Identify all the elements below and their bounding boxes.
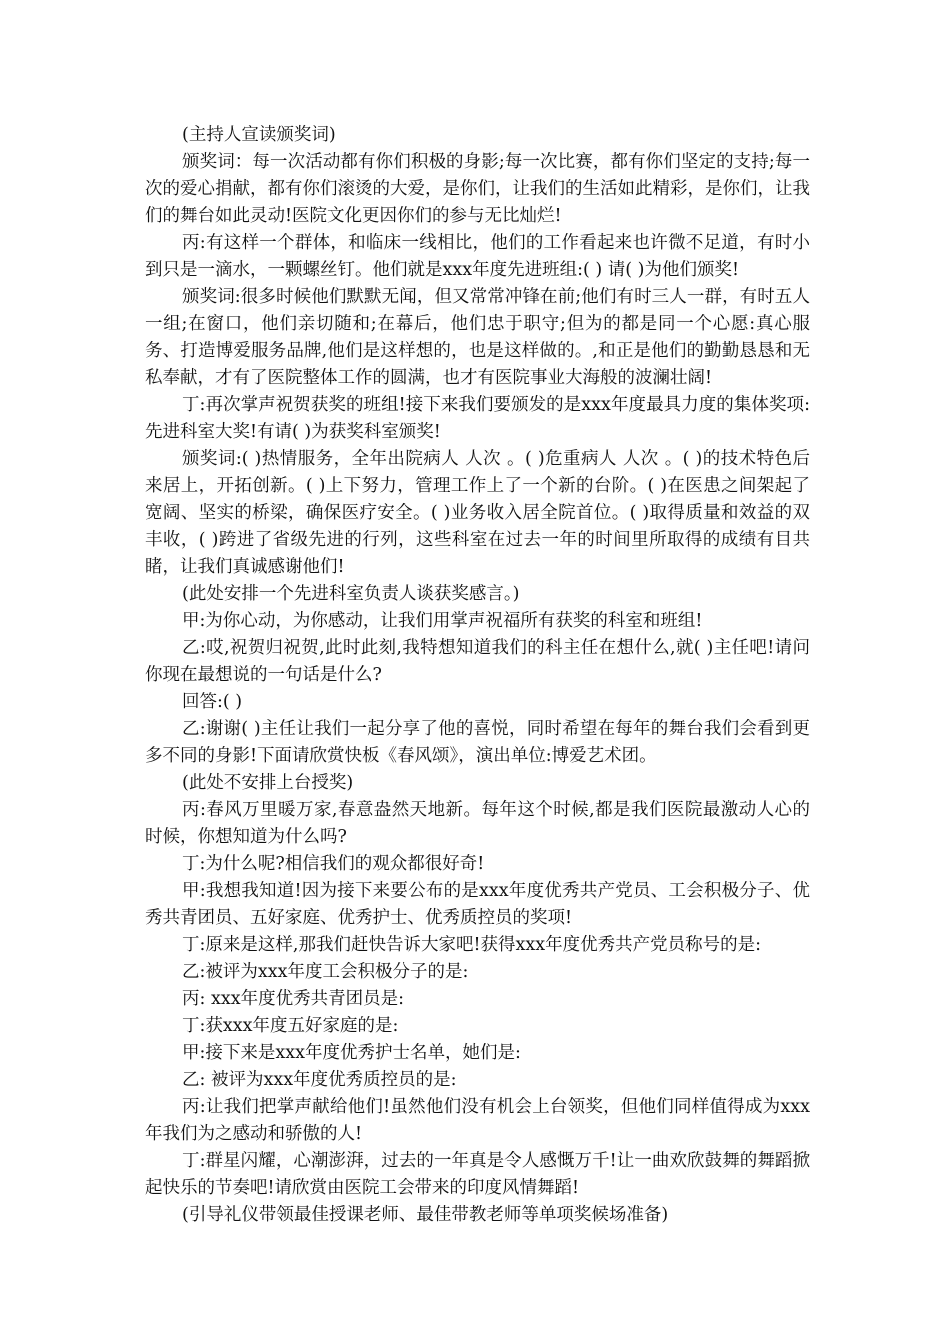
host-line-ding: 丁:原来是这样,那我们赶快告诉大家吧!获得xxx年度优秀共产党员称号的是: [182, 935, 761, 955]
host-line-ding: 丁:为什么呢?相信我们的观众都很好奇! [182, 854, 485, 874]
host-line-jia: 甲:我想我知道!因为接下来要公布的是xxx年度优秀共产党员、工会积极分子、优秀共青团员、五好家庭、优秀护士、优秀质控员的奖项! [145, 881, 810, 928]
host-line-ding: 丁:再次掌声祝贺获奖的班组!接下来我们要颁发的是xxx年度最具力度的集体奖项:先进科室大奖!有请( )为获奖科室颁奖! [145, 395, 810, 442]
host-line-yi: 乙: 被评为xxx年度优秀质控员的是: [182, 1070, 457, 1090]
host-line-jia: 甲:接下来是xxx年度优秀护士名单，她们是: [182, 1043, 521, 1063]
stage-direction: (此处不安排上台授奖) [182, 773, 354, 793]
host-line-bing: 丙: xxx年度优秀共青团员是: [182, 989, 404, 1009]
host-line-yi: 乙:谢谢( )主任让我们一起分享了他的喜悦，同时希望在每年的舞台我们会看到更多不同的身影!下面请欣赏快板《春风颂》，演出单位:博爱艺术团。 [145, 719, 810, 766]
host-line-yi: 乙:被评为xxx年度工会积极分子的是: [182, 962, 469, 982]
host-line-jia: 甲:为你心动，为你感动，让我们用掌声祝福所有获奖的科室和班组! [182, 611, 703, 631]
host-line-bing: 丙:春风万里暖万家,春意盎然天地新。每年这个时候,都是我们医院最激动人心的时候，你想知道为什么吗? [145, 800, 810, 847]
host-line-bing: 丙:让我们把掌声献给他们!虽然他们没有机会上台领奖，但他们同样值得成为xxx年我们为之感动和骄傲的人! [145, 1097, 810, 1144]
document-body [145, 122, 810, 1229]
award-speech-paragraph: 颁奖词：每一次活动都有你们积极的身影;每一次比赛，都有你们坚定的支持;每一次的爱心捐献，都有你们滚烫的大爱，是你们，让我们的生活如此精彩，是你们，让我们的舞台如此灵动!医院文化更因你们的参与无比灿烂! [145, 152, 810, 226]
host-line-ding: 丁:群星闪耀，心潮澎湃，过去的一年真是令人感慨万千!让一曲欢欣鼓舞的舞蹈掀起快乐的节奏吧!请欣赏由医院工会带来的印度风情舞蹈! [145, 1151, 810, 1198]
award-speech-paragraph: 颁奖词:( )热情服务，全年出院病人 人次 。( )危重病人 人次 。( )的技术特色后来居上，开拓创新。( )上下努力，管理工作上了一个新的台阶。( )在医患之间架起了宽阔、坚实的桥梁，确保医疗安全。( )业务收入居全院首位。( )取得质量和效益的双丰收，( )跨进了省级先进的行列，这些科室在过去一年的时间里所取得的成绩有目共睹，让我们真诚感谢他们! [145, 449, 810, 577]
host-line-yi: 乙:哎,祝贺归祝贺,此时此刻,我特想知道我们的科主任在想什么,就( )主任吧!请问你现在最想说的一句话是什么? [145, 638, 810, 685]
stage-direction: (引导礼仪带领最佳授课老师、最佳带教老师等单项奖候场准备) [182, 1205, 669, 1225]
host-line-bing: 丙:有这样一个群体，和临床一线相比，他们的工作看起来也许微不足道，有时小到只是一滴水，一颗螺丝钉。他们就是xxx年度先进班组:( ) 请( )为他们颁奖! [145, 233, 810, 280]
award-speech-paragraph: 颁奖词:很多时候他们默默无闻，但又常常冲锋在前;他们有时三人一群，有时五人一组;在窗口，他们亲切随和;在幕后，他们忠于职守;但为的都是同一个心愿:真心服务、打造博爱服务品牌,他们是这样想的，也是这样做的。,和正是他们的勤勤恳恳和无私奉献，才有了医院整体工作的圆满，也才有医院事业大海般的波澜壮阔! [145, 287, 810, 388]
answer-line: 回答:( ) [182, 692, 243, 712]
stage-direction: (此处安排一个先进科室负责人谈获奖感言。) [182, 584, 520, 604]
stage-direction: (主持人宣读颁奖词) [182, 125, 336, 145]
host-line-ding: 丁:获xxx年度五好家庭的是: [182, 1016, 399, 1036]
